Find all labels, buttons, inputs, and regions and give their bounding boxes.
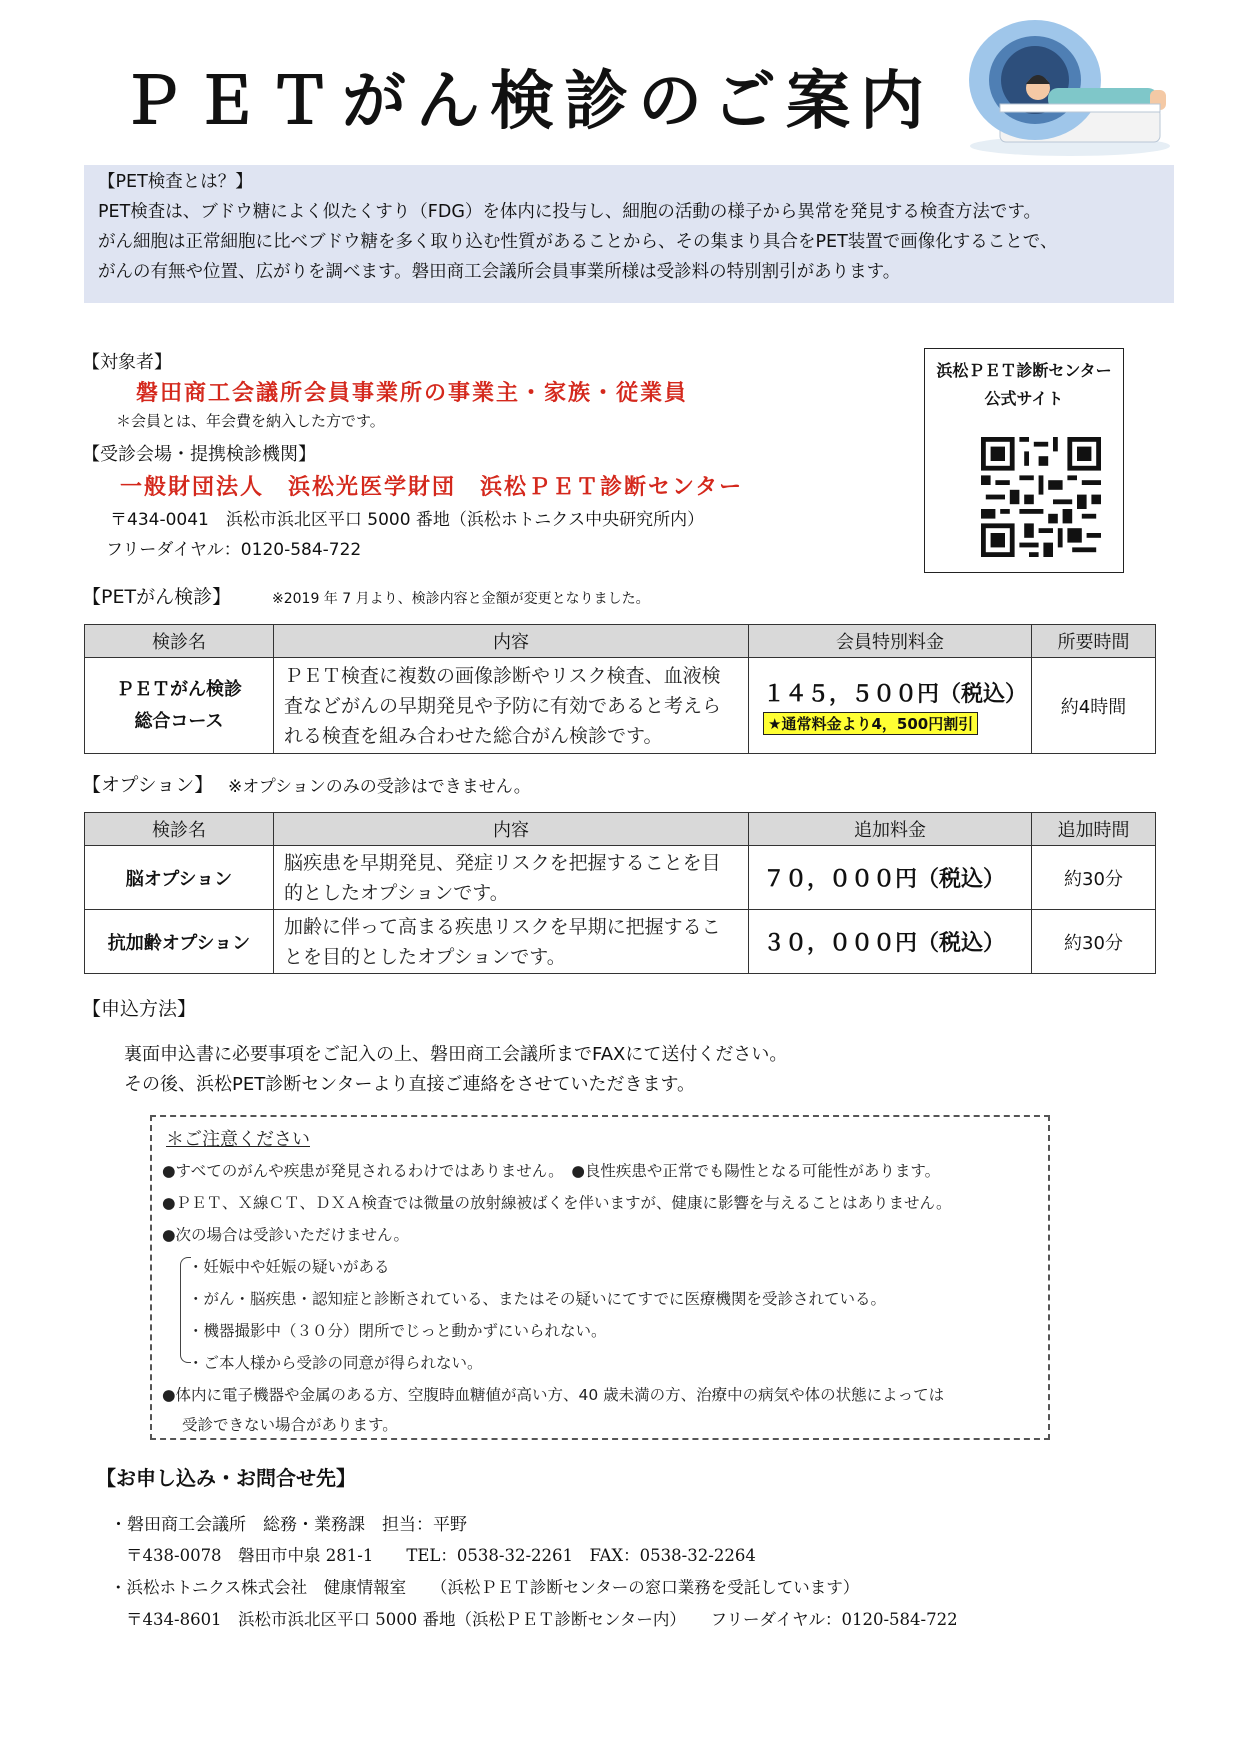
notes-sub-item: ・妊娠中や妊娠の疑いがある (188, 1258, 390, 1276)
option-section-label: 【オプション】 (82, 774, 214, 796)
qr-code-box[interactable] (924, 348, 1124, 573)
notes-item: ●次の場合は受診いただけません。 (162, 1226, 409, 1244)
table-header-row (85, 813, 1156, 846)
table-row (85, 910, 1156, 974)
target-value: 磐田商工会議所会員事業所の事業主・家族・従業員 (136, 381, 689, 406)
course-content: ＰＥＴ検査に複数の画像診断やリスク検査、血液検査などがんの早期発見や予防に有効であると考えられる検査を組み合わせた総合がん検診です。 (274, 658, 749, 754)
table-row (85, 658, 1156, 754)
table-row (85, 846, 1156, 910)
course-price-cell (749, 658, 1032, 754)
intro-heading: 【PET検査とは？】 (98, 172, 253, 192)
option-price: ３０，０００円（税込） (749, 910, 1032, 974)
intro-box (84, 165, 1174, 303)
header-cell: 検診名 (85, 625, 274, 658)
option-time: 約30分 (1032, 846, 1156, 910)
course-name-line1: ＰＥＴがん検診 (116, 678, 242, 700)
target-note: ＊会員とは、年会費を納入した方です。 (116, 412, 385, 430)
option-price: ７０，０００円（税込） (749, 846, 1032, 910)
intro-line: PET検査は、ブドウ糖によく似たくすり（FDG）を体内に投与し、細胞の活動の様子から異常を発見する検査方法です。 (98, 202, 1041, 222)
header-cell: 内容 (274, 625, 749, 658)
notes-heading: ＊ご注意ください (166, 1129, 310, 1150)
intro-line: がんの有無や位置、広がりを調べます。磐田商工会議所会員事業所様は受診料の特別割引があります。 (98, 262, 901, 282)
option-section-note: ※オプションのみの受診はできません。 (228, 777, 531, 797)
table-header-row (85, 625, 1156, 658)
notes-sub-item: ・がん・脳疾患・認知症と診断されている、またはその疑いにてすでに医療機関を受診されている。 (188, 1290, 886, 1308)
intro-line: がん細胞は正常細胞に比べブドウ糖を多く取り込む性質があることから、その集まり具合をPET装置で画像化することで、 (98, 232, 1058, 252)
target-label: 【対象者】 (82, 352, 172, 373)
notes-sub-item: ・機器撮影中（３０分）閉所でじっと動かずにいられない。 (188, 1322, 607, 1340)
pet-section-label: 【PETがん検診】 (82, 586, 232, 608)
header-cell: 内容 (274, 813, 749, 846)
notes-last-line: ●体内に電子機器や金属のある方、空腹時血糖値が高い方、40 歳未満の方、治療中の病気や体の状態によっては (162, 1386, 945, 1404)
pet-section-note: ※2019 年 7 月より、検診内容と金額が変更となりました。 (272, 591, 650, 607)
venue-phone: フリーダイヤル：0120-584-722 (106, 540, 362, 560)
course-time: 約4時間 (1032, 658, 1156, 754)
contact-org2: ・浜松ホトニクス株式会社 健康情報室 （浜松ＰＥＴ診断センターの窓口業務を受託しています） (110, 1578, 860, 1597)
option-content: 脳疾患を早期発見、発症リスクを把握することを目的としたオプションです。 (274, 846, 749, 910)
pet-course-table (84, 624, 1156, 754)
qr-title-line2: 公式サイト (984, 389, 1064, 408)
option-table (84, 812, 1156, 974)
option-time: 約30分 (1032, 910, 1156, 974)
apply-label: 【申込方法】 (82, 998, 197, 1020)
contact-label: 【お申し込み・お問合せ先】 (96, 1466, 356, 1490)
header-cell: 追加料金 (749, 813, 1032, 846)
pet-scanner-illustration (960, 18, 1180, 158)
contact-org2-address: 〒434-8601 浜松市浜北区平口 5000 番地（浜松ＰＥＴ診断センター内） フリーダイヤル：0120-584-722 (126, 1610, 958, 1629)
notes-last-line: 受診できない場合があります。 (182, 1416, 398, 1434)
page-title: ＰＥＴがん検診のご案内 (120, 65, 934, 139)
venue-value: 一般財団法人 浜松光医学財団 浜松ＰＥＴ診断センター (120, 475, 744, 500)
contact-org1-address: 〒438-0078 磐田市中泉 281-1 TEL：0538-32-2261 FAX：0538-32-2264 (126, 1546, 756, 1565)
notes-item: ●すべてのがんや疾患が発見されるわけではありません。 ●良性疾患や正常でも陽性となる可能性があります。 (162, 1162, 941, 1180)
qr-code-icon (981, 437, 1101, 557)
notes-box (150, 1115, 1050, 1440)
course-name-cell (85, 658, 274, 754)
discount-badge: ★通常料金より4，500円割引 (763, 712, 978, 735)
venue-label: 【受診会場・提携検診機関】 (82, 444, 316, 465)
header-cell: 会員特別料金 (749, 625, 1032, 658)
option-content: 加齢に伴って高まる疾患リスクを早期に把握することを目的としたオプションです。 (274, 910, 749, 974)
course-price: １４５，５００円（税込） (763, 681, 1028, 707)
apply-line2: その後、浜松PET診断センターより直接ご連絡をさせていただきます。 (124, 1074, 696, 1095)
header-cell: 検診名 (85, 813, 274, 846)
header-cell: 所要時間 (1032, 625, 1156, 658)
option-name: 脳オプション (85, 846, 274, 910)
apply-line1: 裏面申込書に必要事項をご記入の上、磐田商工会議所までFAXにて送付ください。 (124, 1044, 788, 1065)
header-cell: 追加時間 (1032, 813, 1156, 846)
venue-address: 〒434-0041 浜松市浜北区平口 5000 番地（浜松ホトニクス中央研究所内） (110, 510, 705, 530)
course-name-line2: 総合コース (134, 710, 224, 732)
contact-org1: ・磐田商工会議所 総務・業務課 担当：平野 (110, 1515, 467, 1535)
qr-title-line1: 浜松ＰＥＴ診断センター (936, 361, 1112, 380)
notes-item: ●ＰＥＴ、Ｘ線ＣＴ、ＤＸＡ検査では微量の放射線被ばくを伴いますが、健康に影響を与えることはありません。 (162, 1194, 952, 1212)
option-name: 抗加齢オプション (85, 910, 274, 974)
notes-sub-item: ・ご本人様から受診の同意が得られない。 (188, 1354, 483, 1372)
